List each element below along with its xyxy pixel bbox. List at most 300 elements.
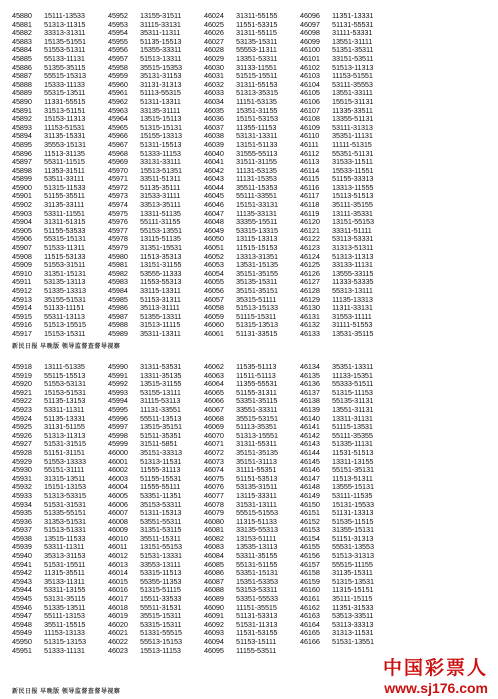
row-value: 11351-31533 bbox=[332, 603, 374, 612]
row-id: 45953 bbox=[108, 20, 128, 29]
row-id: 46003 bbox=[108, 474, 128, 483]
row-id bbox=[396, 595, 428, 604]
row-value: 11151-53135 bbox=[236, 97, 277, 106]
row-value: 55311-13113 bbox=[44, 312, 85, 321]
row-id: 46018 bbox=[108, 603, 128, 612]
row-value: 51553-13333 bbox=[44, 457, 86, 466]
row-id: 46093 bbox=[204, 629, 224, 638]
row-id bbox=[396, 526, 428, 535]
row-value: 35511-15311 bbox=[140, 534, 181, 543]
id-column bbox=[108, 12, 140, 339]
row-id: 46132 bbox=[300, 321, 320, 330]
row-value: 53351-35115 bbox=[236, 397, 278, 406]
row-id bbox=[396, 406, 428, 415]
row-id bbox=[396, 107, 428, 116]
row-id: 45949 bbox=[12, 629, 32, 638]
row-value: 51315-13153 bbox=[44, 638, 86, 646]
row-id: 46000 bbox=[108, 448, 128, 457]
row-value: 55315-13511 bbox=[44, 89, 86, 98]
row-value bbox=[428, 296, 492, 305]
row-value: 15355-33311 bbox=[140, 46, 182, 55]
row-value: 53111-31313 bbox=[332, 123, 373, 132]
row-value: 51531-31531 bbox=[44, 500, 86, 509]
row-id: 46115 bbox=[300, 175, 320, 184]
row-value: 31313-51311 bbox=[332, 244, 374, 253]
row-value: 13115-51135 bbox=[140, 235, 181, 244]
row-value: 13311-31131 bbox=[332, 414, 373, 423]
row-id: 46007 bbox=[108, 509, 128, 518]
row-id: 45960 bbox=[108, 80, 128, 89]
row-id: 46011 bbox=[108, 543, 128, 552]
row-value: 11153-51551 bbox=[332, 72, 373, 81]
row-id: 45907 bbox=[12, 244, 32, 253]
row-value: 55151-35131 bbox=[332, 466, 374, 475]
row-value: 53511-33111 bbox=[44, 175, 85, 184]
row-id: 46150 bbox=[300, 500, 320, 509]
row-value: 31135-33111 bbox=[44, 201, 85, 210]
row-value: 51133-11151 bbox=[44, 304, 85, 313]
row-value bbox=[428, 621, 492, 630]
row-id: 46025 bbox=[204, 20, 224, 29]
row-id: 46034 bbox=[204, 97, 224, 106]
row-id: 45918 bbox=[12, 363, 32, 371]
row-value: 35515-15311 bbox=[140, 612, 182, 621]
row-value: 55111-33551 bbox=[236, 192, 277, 201]
row-id: 46010 bbox=[108, 534, 128, 543]
row-value bbox=[428, 21, 492, 30]
row-id: 46014 bbox=[108, 569, 128, 578]
row-id: 46105 bbox=[300, 89, 320, 98]
row-value: 35515-15353 bbox=[140, 63, 182, 72]
row-id: 45933 bbox=[12, 491, 32, 500]
row-id: 45885 bbox=[12, 54, 32, 63]
row-value: 33355-15511 bbox=[236, 218, 278, 227]
row-value: 13555-15131 bbox=[332, 483, 374, 492]
value-column bbox=[332, 12, 396, 339]
row-id: 46021 bbox=[108, 629, 128, 638]
row-id: 45984 bbox=[108, 287, 128, 295]
row-id bbox=[396, 389, 428, 398]
row-id: 46133 bbox=[300, 329, 320, 338]
row-id: 46070 bbox=[204, 431, 224, 440]
row-value: 35315-51111 bbox=[236, 295, 277, 304]
row-id: 46059 bbox=[204, 312, 224, 321]
row-value: 51313-11531 bbox=[140, 457, 182, 466]
row-id: 46141 bbox=[300, 423, 320, 432]
row-id: 46096 bbox=[300, 12, 320, 20]
row-id bbox=[396, 492, 428, 501]
row-value: 31513-11115 bbox=[140, 321, 181, 330]
row-value: 51135-35111 bbox=[140, 183, 181, 192]
row-value bbox=[428, 638, 492, 647]
row-id bbox=[396, 29, 428, 38]
code-table-block-2 bbox=[12, 363, 496, 655]
row-id: 46126 bbox=[300, 269, 320, 278]
row-value: 31135-15331 bbox=[44, 132, 86, 141]
row-value: 55355-11353 bbox=[140, 577, 182, 586]
row-id: 46050 bbox=[204, 235, 224, 244]
row-value bbox=[428, 569, 492, 578]
row-value: 31351-15531 bbox=[140, 244, 182, 253]
row-id: 46004 bbox=[108, 483, 128, 492]
row-id: 46131 bbox=[300, 312, 320, 321]
row-id: 45905 bbox=[12, 226, 32, 235]
row-value: 51315-11153 bbox=[332, 388, 373, 397]
row-id bbox=[396, 458, 428, 467]
row-id: 45961 bbox=[108, 89, 128, 98]
row-value: 31311-53531 bbox=[140, 363, 182, 371]
row-value bbox=[428, 647, 492, 656]
row-id: 45898 bbox=[12, 166, 32, 175]
row-id: 46072 bbox=[204, 448, 224, 457]
row-id: 46008 bbox=[108, 517, 128, 526]
row-id: 45994 bbox=[108, 397, 128, 406]
row-id: 45974 bbox=[108, 201, 128, 210]
row-id: 46118 bbox=[300, 201, 320, 210]
row-value: 51335-11131 bbox=[332, 440, 373, 449]
row-id: 46113 bbox=[300, 158, 320, 167]
row-id: 46074 bbox=[204, 466, 224, 475]
row-value: 53311-11551 bbox=[44, 209, 85, 218]
row-value: 51153-15111 bbox=[236, 638, 277, 646]
row-id bbox=[396, 72, 428, 81]
row-value bbox=[428, 578, 492, 587]
row-value bbox=[428, 64, 492, 73]
row-value: 35151-33313 bbox=[140, 448, 182, 457]
row-id: 46099 bbox=[300, 37, 320, 46]
row-id: 46095 bbox=[204, 646, 224, 655]
row-value: 55135-31131 bbox=[332, 397, 374, 406]
row-id: 45985 bbox=[108, 295, 128, 304]
row-value: 13311-51135 bbox=[140, 209, 181, 218]
row-value bbox=[428, 492, 492, 501]
row-value bbox=[428, 46, 492, 55]
row-id: 46028 bbox=[204, 46, 224, 55]
row-value: 51315-51115 bbox=[140, 586, 181, 595]
row-value: 13515-11533 bbox=[44, 534, 86, 543]
row-value: 53135-15311 bbox=[236, 37, 278, 46]
row-value bbox=[428, 29, 492, 38]
row-value: 51333-11131 bbox=[44, 646, 85, 655]
row-id: 46020 bbox=[108, 620, 128, 629]
row-value: 11131-15353 bbox=[236, 175, 277, 184]
row-value: 51335-13511 bbox=[44, 603, 86, 612]
row-id bbox=[396, 647, 428, 656]
row-value: 51535-11515 bbox=[332, 517, 374, 526]
row-id bbox=[396, 313, 428, 322]
row-value: 15515-31131 bbox=[332, 97, 374, 106]
row-value bbox=[332, 647, 396, 656]
row-id bbox=[396, 150, 428, 159]
row-id: 45992 bbox=[108, 380, 128, 389]
row-id: 46155 bbox=[300, 543, 320, 552]
row-value: 13531-15135 bbox=[236, 261, 278, 270]
row-value: 51153-31311 bbox=[140, 295, 181, 304]
row-value: 35151-35155 bbox=[236, 269, 278, 278]
row-value: 51151-31151 bbox=[44, 448, 85, 457]
row-id: 45902 bbox=[12, 201, 32, 210]
row-value: 13151-51133 bbox=[236, 140, 278, 149]
row-id: 45893 bbox=[12, 123, 32, 132]
row-value bbox=[428, 81, 492, 90]
value-column bbox=[236, 363, 300, 655]
row-id: 45995 bbox=[108, 405, 128, 414]
row-value: 11131-53135 bbox=[236, 166, 277, 175]
row-value: 53311-11311 bbox=[44, 405, 85, 414]
row-value: 31111-53331 bbox=[332, 29, 373, 38]
row-id: 45934 bbox=[12, 500, 32, 509]
row-value bbox=[428, 141, 492, 150]
row-id: 46143 bbox=[300, 440, 320, 449]
row-id: 45899 bbox=[12, 175, 32, 184]
row-id: 45940 bbox=[12, 552, 32, 561]
row-value: 55315-15131 bbox=[44, 235, 86, 244]
row-value: 51131-33515 bbox=[236, 329, 278, 338]
row-id: 45880 bbox=[12, 12, 32, 20]
row-id: 45982 bbox=[108, 269, 128, 278]
row-id: 45955 bbox=[108, 37, 128, 46]
row-id: 46140 bbox=[300, 414, 320, 423]
row-id: 46165 bbox=[300, 629, 320, 638]
row-id bbox=[396, 518, 428, 527]
row-id: 46017 bbox=[108, 595, 128, 604]
row-id bbox=[396, 535, 428, 544]
row-id bbox=[396, 158, 428, 167]
row-id: 46106 bbox=[300, 97, 320, 106]
row-id bbox=[396, 466, 428, 475]
row-id: 46134 bbox=[300, 363, 320, 371]
row-value: 53153-53311 bbox=[236, 586, 278, 595]
row-id bbox=[396, 638, 428, 647]
code-table-block-1 bbox=[12, 12, 496, 339]
row-id: 46163 bbox=[300, 612, 320, 621]
row-id: 45941 bbox=[12, 560, 32, 569]
row-id: 45962 bbox=[108, 97, 128, 106]
row-value: 11315-51133 bbox=[236, 517, 277, 526]
column-group bbox=[108, 12, 204, 339]
row-value: 53311-13155 bbox=[44, 586, 86, 595]
row-value: 53315-15311 bbox=[140, 620, 182, 629]
row-value: 53111-35553 bbox=[332, 80, 373, 89]
row-value: 13351-53311 bbox=[236, 54, 278, 63]
row-value bbox=[428, 552, 492, 561]
row-id: 46053 bbox=[204, 261, 224, 270]
row-value: 55131-51155 bbox=[236, 560, 278, 569]
row-id: 45970 bbox=[108, 166, 128, 175]
row-value: 31553-11111 bbox=[332, 312, 372, 321]
row-id: 46032 bbox=[204, 80, 224, 89]
row-value: 53135-31511 bbox=[236, 483, 278, 492]
row-id: 46019 bbox=[108, 612, 128, 621]
row-value: 15111-13533 bbox=[44, 12, 85, 20]
row-value: 13115-33311 bbox=[236, 491, 277, 500]
row-value: 51151-31313 bbox=[332, 534, 374, 543]
row-value: 51311-15513 bbox=[140, 140, 182, 149]
row-id: 45924 bbox=[12, 414, 32, 423]
row-value: 31351-15131 bbox=[44, 269, 86, 278]
row-id bbox=[396, 604, 428, 613]
row-value bbox=[428, 201, 492, 210]
row-value: 11131-33551 bbox=[140, 405, 181, 414]
row-id: 46144 bbox=[300, 448, 320, 457]
row-id: 45897 bbox=[12, 158, 32, 167]
row-value: 51155-15531 bbox=[140, 474, 182, 483]
column-group bbox=[108, 363, 204, 655]
row-value: 51313-35315 bbox=[236, 89, 278, 98]
row-id: 46056 bbox=[204, 287, 224, 295]
row-id bbox=[396, 167, 428, 176]
row-id: 45917 bbox=[12, 329, 32, 338]
row-id: 46012 bbox=[108, 552, 128, 561]
row-value: 35111-15115 bbox=[332, 595, 373, 604]
row-id: 45978 bbox=[108, 235, 128, 244]
row-value: 55351-51131 bbox=[332, 149, 374, 158]
row-id bbox=[396, 432, 428, 441]
row-id: 46024 bbox=[204, 12, 224, 20]
row-value: 53351-55533 bbox=[236, 595, 278, 604]
column-group bbox=[12, 363, 108, 655]
row-value: 51531-11313 bbox=[236, 620, 278, 629]
row-id: 46005 bbox=[108, 491, 128, 500]
row-id bbox=[396, 449, 428, 458]
row-id: 46046 bbox=[204, 201, 224, 210]
row-value: 31111-51553 bbox=[332, 321, 373, 330]
row-value: 11515-15153 bbox=[236, 244, 278, 253]
row-id bbox=[396, 415, 428, 424]
row-id: 45945 bbox=[12, 595, 32, 604]
row-value: 55313-13111 bbox=[332, 287, 373, 295]
row-id: 46101 bbox=[300, 54, 320, 63]
row-value: 55115-15513 bbox=[44, 371, 86, 380]
row-value: 51513-51331 bbox=[44, 526, 86, 535]
row-id: 46075 bbox=[204, 474, 224, 483]
row-value: 15333-11133 bbox=[44, 80, 85, 89]
row-id: 46146 bbox=[300, 466, 320, 475]
row-id bbox=[396, 501, 428, 510]
row-value bbox=[428, 253, 492, 262]
row-value: 51313-15551 bbox=[236, 431, 278, 440]
row-value: 31131-51155 bbox=[44, 423, 85, 432]
row-value bbox=[428, 167, 492, 176]
row-value: 53113-53331 bbox=[332, 235, 374, 244]
row-id: 45993 bbox=[108, 388, 128, 397]
row-id: 45973 bbox=[108, 192, 128, 201]
row-value bbox=[428, 509, 492, 518]
row-value bbox=[428, 132, 492, 141]
row-id bbox=[396, 278, 428, 287]
row-id: 45959 bbox=[108, 72, 128, 81]
row-value: 15135-51551 bbox=[44, 37, 86, 46]
row-value bbox=[428, 261, 492, 270]
row-id: 46083 bbox=[204, 543, 224, 552]
row-id: 46069 bbox=[204, 423, 224, 432]
value-column bbox=[428, 12, 492, 339]
row-id: 46023 bbox=[108, 646, 128, 655]
row-value: 51335-13313 bbox=[44, 287, 86, 295]
row-id: 46030 bbox=[204, 63, 224, 72]
row-id bbox=[396, 115, 428, 124]
row-id: 46135 bbox=[300, 371, 320, 380]
row-id bbox=[396, 55, 428, 64]
row-id bbox=[396, 423, 428, 432]
row-id: 46060 bbox=[204, 321, 224, 330]
row-id: 45906 bbox=[12, 235, 32, 244]
row-value: 55513-15153 bbox=[140, 638, 182, 646]
row-value bbox=[428, 321, 492, 330]
row-value: 53551-55311 bbox=[140, 517, 182, 526]
row-value bbox=[428, 595, 492, 604]
row-id: 45914 bbox=[12, 304, 32, 313]
row-id: 45888 bbox=[12, 80, 32, 89]
row-value: 31531-13111 bbox=[236, 500, 277, 509]
row-value: 35311-11311 bbox=[140, 29, 181, 38]
row-id bbox=[396, 321, 428, 330]
row-value: 35351-13311 bbox=[332, 363, 374, 371]
row-id: 45927 bbox=[12, 440, 32, 449]
row-value bbox=[428, 561, 492, 570]
row-value bbox=[428, 158, 492, 167]
row-value: 35151-35151 bbox=[236, 287, 278, 295]
row-id bbox=[396, 586, 428, 595]
row-id: 46078 bbox=[204, 500, 224, 509]
row-id: 46022 bbox=[108, 638, 128, 646]
id-column bbox=[204, 12, 236, 339]
row-value bbox=[428, 304, 492, 313]
row-value: 55531-13553 bbox=[332, 543, 374, 552]
row-value bbox=[428, 210, 492, 219]
row-id: 45986 bbox=[108, 304, 128, 313]
row-id: 46116 bbox=[300, 183, 320, 192]
row-id bbox=[396, 124, 428, 133]
row-id bbox=[396, 81, 428, 90]
row-value: 35155-51531 bbox=[44, 295, 86, 304]
row-value: 11513-31135 bbox=[44, 149, 85, 158]
id-column bbox=[300, 12, 332, 339]
row-value: 51513-15515 bbox=[44, 321, 86, 330]
row-id: 45904 bbox=[12, 218, 32, 227]
row-value: 11135-33131 bbox=[236, 209, 277, 218]
footer-note: 新民日报 早晚版 领导监督查督导视察 bbox=[12, 344, 121, 350]
row-id: 46162 bbox=[300, 603, 320, 612]
row-id: 46121 bbox=[300, 226, 320, 235]
row-id: 45935 bbox=[12, 509, 32, 518]
row-value: 11355-55531 bbox=[236, 380, 278, 389]
row-id: 45930 bbox=[12, 466, 32, 475]
row-id: 45882 bbox=[12, 29, 32, 38]
row-value: 31135-15311 bbox=[332, 569, 373, 578]
row-id bbox=[396, 192, 428, 201]
row-id bbox=[396, 629, 428, 638]
row-value: 55515-51553 bbox=[236, 509, 278, 518]
row-id: 46151 bbox=[300, 509, 320, 518]
row-id bbox=[396, 304, 428, 313]
row-id: 46123 bbox=[300, 244, 320, 253]
row-value: 35153-53311 bbox=[140, 500, 182, 509]
row-value: 35515-53151 bbox=[236, 414, 278, 423]
row-value: 35111-35155 bbox=[332, 201, 373, 210]
row-id: 45942 bbox=[12, 569, 32, 578]
column-group bbox=[204, 12, 300, 339]
row-id: 46058 bbox=[204, 304, 224, 313]
row-value: 15351-53353 bbox=[236, 577, 278, 586]
id-column bbox=[12, 12, 44, 339]
row-value: 51515-15511 bbox=[236, 72, 278, 81]
row-id: 46111 bbox=[300, 140, 319, 149]
row-id: 45894 bbox=[12, 132, 32, 141]
row-value: 55515-15313 bbox=[44, 72, 86, 81]
row-value bbox=[428, 612, 492, 621]
watermark-url: www.sj176.com bbox=[384, 680, 488, 696]
